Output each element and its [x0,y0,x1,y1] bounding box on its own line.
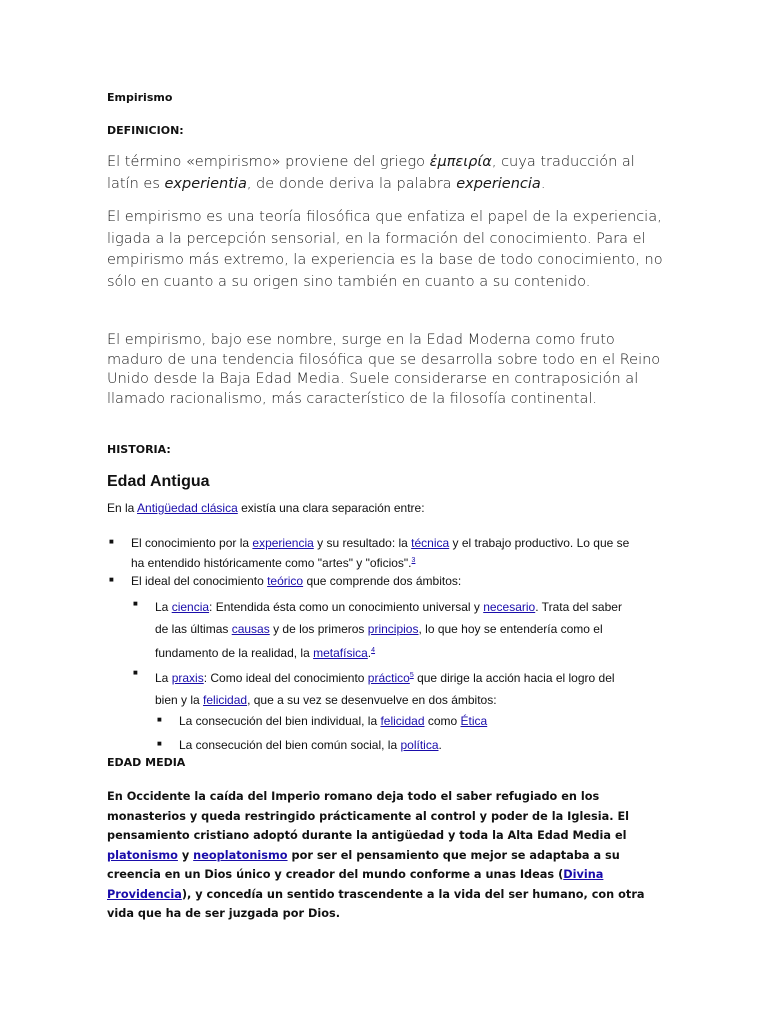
list-item-ciencia: La ciencia: Entendida ésta como un conocimiento universal y necesario. Trata del saber de las últimas causas y de los primeros principios, lo que hoy se entendería como el fundamento de la realidad, la metafísica.$^4$ [155,600,622,660]
list-item-conocimiento-experiencia: El conocimiento por la experiencia y su resultado: la técnica y el trabajo productivo. Lo que se ha entendido históricamente como "artes" y "oficios".$^3$ [131,536,630,570]
bullet-icon: ■ [109,575,114,584]
bullet-icon: ■ [157,739,162,748]
list-item-praxis: La praxis: Como ideal del conocimiento práctico$^5$ que dirige la acción hacia el logro del bien y la felicidad, que a su vez se desenvuelve en dos ámbitos: [155,671,615,707]
link-experiencia[interactable]: experiencia [252,536,314,550]
definicion-paragraph-2: El empirismo es una teoría filosófica que enfatiza el papel de la experiencia, ligada a la percepción sensorial, en la formación del conocimiento. Para el empirismo más extremo, la experiencia es la base de todo conocimiento, no sólo en cuanto a su origen sino también en cuanto a su contenido. [107,209,663,290]
edad-antigua-heading: Edad Antigua [107,473,210,490]
antigua-intro: En la Antigüedad clásica existía una clara separación entre: [107,501,425,515]
historia-heading: HISTORIA: [107,443,171,456]
definicion-paragraph-3: El empirismo, bajo ese nombre, surge en la Edad Moderna como fruto maduro de una tendencia filosófica que se desarrolla sobre todo en el Reino Unido desde la Baja Edad Media. Suele considerarse en contraposición al llamado racionalismo, más característico de la filosofía continental. [107,332,661,407]
bullet-icon: ■ [133,668,138,677]
document-title: Empirismo [107,91,173,104]
list-item-bien-comun: La consecución del bien común social, la política. [179,738,442,752]
definicion-paragraph-1: El término «empirismo» proviene del griego ἐμπειρία, cuya traducción al latín es experientia, de donde deriva la palabra experiencia. [107,154,635,192]
link-felicidad[interactable]: felicidad [203,693,248,707]
footnote-4-link[interactable]: 4 [371,647,376,654]
link-practico[interactable]: práctico [367,671,410,685]
definicion-heading: DEFINICION: [107,124,184,137]
link-antiguedad-clasica[interactable]: Antigüedad clásica [137,501,238,515]
edad-media-heading: EDAD MEDIA [107,756,186,769]
list-item-bien-individual: La consecución del bien individual, la felicidad como Ética [179,714,488,728]
link-politica[interactable]: política [400,738,439,752]
link-tecnica[interactable]: técnica [411,536,450,550]
link-platonismo[interactable]: platonismo [107,848,178,862]
list-item-conocimiento-teorico: El ideal del conocimiento teórico que comprende dos ámbitos: [131,574,462,588]
link-felicidad-2[interactable]: felicidad [380,714,425,728]
bullet-icon: ■ [109,537,114,546]
link-praxis[interactable]: praxis [171,671,204,685]
bullet-icon: ■ [133,599,138,608]
link-etica[interactable]: Ética [460,714,488,728]
footnote-5-link[interactable]: 5 [409,672,414,679]
link-metafisica[interactable]: metafísica [313,646,368,660]
edad-media-paragraph: En Occidente la caída del Imperio romano deja todo el saber refugiado en los monasterios y queda restringido prácticamente al control y poder de la Iglesia. El pensamiento cristiano adoptó durante la antigüedad y toda la Alta Edad Media el platonismo y neoplatonismo por ser el pensamiento que mejor se adaptaba a su creencia en un Dios único y creador del mundo conforme a unas Ideas (Divina Providencia), y concedía un sentido trascendente a la vida del ser humano, con otra vida que ha de ser juzgada por Dios. [107,790,645,920]
footnote-3-link[interactable]: 3 [411,557,416,564]
link-ciencia[interactable]: ciencia [171,600,210,614]
link-necesario[interactable]: necesario [483,600,536,614]
bullet-icon: ■ [157,715,162,724]
link-divina-providencia[interactable]: Divina Providencia [107,868,604,901]
link-principios[interactable]: principios [367,622,419,636]
link-teorico[interactable]: teórico [267,574,304,588]
link-neoplatonismo[interactable]: neoplatonismo [193,848,288,862]
link-causas[interactable]: causas [231,622,270,636]
